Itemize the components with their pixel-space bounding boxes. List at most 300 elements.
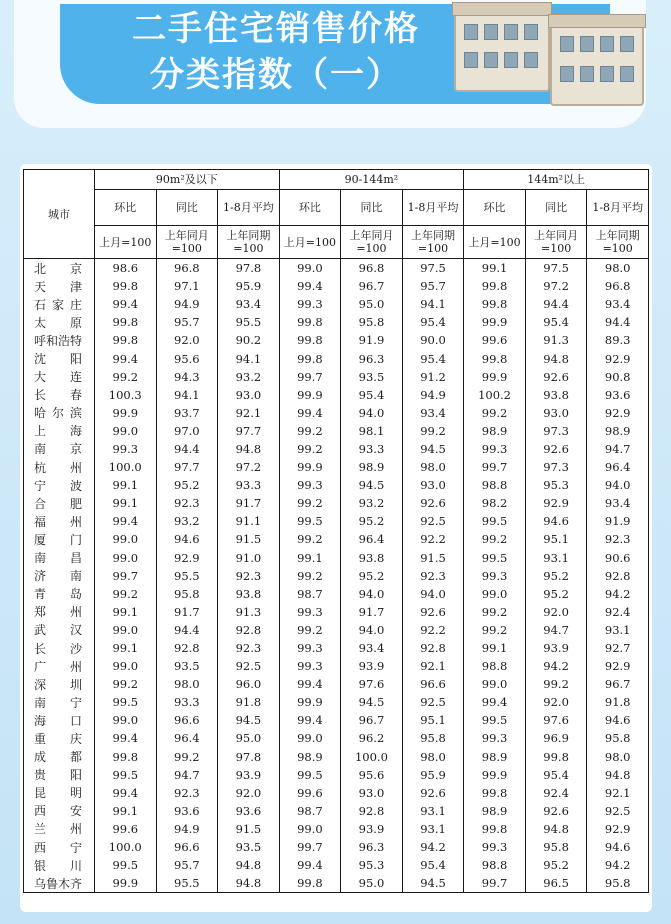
table-row	[24, 874, 649, 893]
table-row	[24, 802, 649, 820]
value-cell: 94.4	[156, 440, 218, 458]
value-cell: 98.0	[156, 675, 218, 693]
title-line-2: 分类指数（一）	[150, 55, 402, 95]
header-sub: 环比	[95, 190, 157, 226]
value-cell: 99.9	[279, 386, 341, 404]
table-row	[24, 440, 649, 458]
value-cell: 95.3	[341, 856, 403, 874]
value-cell: 99.9	[279, 693, 341, 711]
value-cell: 94.1	[156, 386, 218, 404]
value-cell: 99.2	[156, 748, 218, 766]
value-cell: 99.3	[279, 657, 341, 675]
value-cell: 93.8	[525, 386, 587, 404]
value-cell: 99.1	[464, 259, 526, 278]
building-illustration-2	[550, 22, 644, 106]
header-sub: 环比	[279, 190, 341, 226]
value-cell: 93.3	[218, 476, 280, 494]
value-cell: 98.0	[587, 259, 649, 278]
value-cell: 93.2	[218, 368, 280, 386]
value-cell: 90.8	[587, 368, 649, 386]
value-cell: 99.3	[464, 729, 526, 747]
table-row	[24, 838, 649, 856]
value-cell: 97.7	[156, 458, 218, 476]
value-cell: 99.8	[279, 313, 341, 331]
value-cell: 92.1	[402, 657, 464, 675]
value-cell: 94.2	[587, 856, 649, 874]
table-row	[24, 549, 649, 567]
value-cell: 91.2	[402, 368, 464, 386]
value-cell: 93.4	[341, 639, 403, 657]
value-cell: 93.1	[402, 802, 464, 820]
value-cell: 99.0	[279, 259, 341, 278]
value-cell: 93.2	[156, 512, 218, 530]
value-cell: 99.9	[464, 766, 526, 784]
city-cell: 长沙	[24, 639, 95, 657]
city-cell: 乌鲁木齐	[24, 874, 95, 893]
value-cell: 98.9	[341, 458, 403, 476]
value-cell: 99.9	[464, 368, 526, 386]
value-cell: 95.8	[402, 729, 464, 747]
value-cell: 95.6	[156, 349, 218, 367]
value-cell: 93.5	[156, 657, 218, 675]
value-cell: 98.8	[464, 856, 526, 874]
table-row	[24, 856, 649, 874]
value-cell: 99.4	[279, 856, 341, 874]
value-cell: 92.8	[218, 621, 280, 639]
value-cell: 99.2	[95, 585, 157, 603]
value-cell: 96.0	[218, 675, 280, 693]
value-cell: 92.8	[156, 639, 218, 657]
value-cell: 100.0	[95, 458, 157, 476]
title-line-1: 二手住宅销售价格	[132, 9, 420, 49]
value-cell: 94.5	[341, 476, 403, 494]
value-cell: 92.9	[587, 404, 649, 422]
value-cell: 92.4	[587, 603, 649, 621]
value-cell: 94.6	[587, 711, 649, 729]
value-cell: 94.2	[402, 838, 464, 856]
city-cell: 成都	[24, 748, 95, 766]
value-cell: 99.2	[279, 494, 341, 512]
value-cell: 96.2	[341, 729, 403, 747]
city-cell: 南京	[24, 440, 95, 458]
value-cell: 95.7	[156, 856, 218, 874]
value-cell: 99.8	[464, 295, 526, 313]
value-cell: 99.2	[464, 603, 526, 621]
value-cell: 100.2	[464, 386, 526, 404]
value-cell: 94.4	[525, 295, 587, 313]
value-cell: 93.3	[341, 440, 403, 458]
value-cell: 92.0	[525, 603, 587, 621]
value-cell: 93.6	[156, 802, 218, 820]
value-cell: 99.4	[279, 277, 341, 295]
value-cell: 95.4	[402, 313, 464, 331]
value-cell: 99.8	[279, 331, 341, 349]
value-cell: 95.2	[341, 567, 403, 585]
value-cell: 99.0	[95, 711, 157, 729]
city-cell: 南昌	[24, 549, 95, 567]
value-cell: 93.6	[218, 802, 280, 820]
value-cell: 93.0	[218, 386, 280, 404]
value-cell: 91.7	[341, 603, 403, 621]
value-cell: 94.5	[402, 440, 464, 458]
value-cell: 95.1	[402, 711, 464, 729]
value-cell: 92.6	[525, 368, 587, 386]
header-base: 上月=100	[279, 226, 341, 259]
value-cell: 99.9	[95, 874, 157, 893]
value-cell: 96.7	[341, 277, 403, 295]
city-cell: 重庆	[24, 729, 95, 747]
value-cell: 99.5	[279, 766, 341, 784]
value-cell: 93.9	[525, 639, 587, 657]
page-title	[106, 6, 446, 98]
city-cell: 济南	[24, 567, 95, 585]
value-cell: 92.2	[402, 530, 464, 548]
value-cell: 99.4	[464, 693, 526, 711]
value-cell: 93.1	[402, 820, 464, 838]
value-cell: 96.7	[341, 711, 403, 729]
value-cell: 99.7	[464, 874, 526, 893]
value-cell: 92.6	[525, 440, 587, 458]
value-cell: 97.3	[525, 458, 587, 476]
value-cell: 93.5	[218, 838, 280, 856]
value-cell: 99.2	[95, 368, 157, 386]
value-cell: 99.3	[464, 440, 526, 458]
value-cell: 91.0	[218, 549, 280, 567]
table-row	[24, 295, 649, 313]
value-cell: 97.8	[218, 259, 280, 278]
value-cell: 97.5	[402, 259, 464, 278]
city-cell: 昆明	[24, 784, 95, 802]
value-cell: 95.5	[156, 874, 218, 893]
value-cell: 94.5	[402, 874, 464, 893]
value-cell: 92.1	[218, 404, 280, 422]
value-cell: 99.7	[279, 368, 341, 386]
value-cell: 99.5	[95, 766, 157, 784]
value-cell: 94.2	[587, 585, 649, 603]
value-cell: 99.2	[402, 422, 464, 440]
value-cell: 94.8	[525, 349, 587, 367]
value-cell: 90.6	[587, 549, 649, 567]
value-cell: 99.8	[279, 349, 341, 367]
value-cell: 95.1	[525, 530, 587, 548]
value-cell: 94.7	[587, 440, 649, 458]
value-cell: 91.5	[218, 820, 280, 838]
value-cell: 99.8	[464, 784, 526, 802]
header-sub: 同比	[525, 190, 587, 226]
value-cell: 93.4	[587, 295, 649, 313]
value-cell: 98.0	[402, 458, 464, 476]
value-cell: 93.0	[402, 476, 464, 494]
value-cell: 95.8	[525, 838, 587, 856]
value-cell: 91.8	[587, 693, 649, 711]
table-row	[24, 476, 649, 494]
value-cell: 94.8	[587, 766, 649, 784]
table-row	[24, 585, 649, 603]
value-cell: 99.4	[279, 404, 341, 422]
value-cell: 93.9	[341, 820, 403, 838]
table-row	[24, 729, 649, 747]
value-cell: 91.8	[218, 693, 280, 711]
value-cell: 91.5	[218, 530, 280, 548]
value-cell: 98.6	[95, 259, 157, 278]
value-cell: 96.3	[341, 838, 403, 856]
city-cell: 杭州	[24, 458, 95, 476]
value-cell: 93.1	[587, 621, 649, 639]
value-cell: 96.9	[525, 729, 587, 747]
value-cell: 92.5	[402, 512, 464, 530]
table-row	[24, 820, 649, 838]
value-cell: 99.2	[464, 621, 526, 639]
value-cell: 98.8	[464, 476, 526, 494]
city-cell: 哈尔滨	[24, 404, 95, 422]
city-cell: 大连	[24, 368, 95, 386]
value-cell: 98.2	[464, 494, 526, 512]
value-cell: 98.1	[341, 422, 403, 440]
value-cell: 92.8	[341, 802, 403, 820]
value-cell: 99.5	[279, 512, 341, 530]
value-cell: 99.1	[95, 802, 157, 820]
value-cell: 99.1	[279, 549, 341, 567]
value-cell: 99.0	[95, 549, 157, 567]
value-cell: 91.9	[587, 512, 649, 530]
value-cell: 96.6	[402, 675, 464, 693]
value-cell: 93.6	[587, 386, 649, 404]
header-base: 上年同月=100	[156, 226, 218, 259]
value-cell: 93.2	[341, 494, 403, 512]
value-cell: 98.9	[279, 748, 341, 766]
value-cell: 99.5	[95, 856, 157, 874]
value-cell: 99.3	[464, 838, 526, 856]
value-cell: 95.7	[402, 277, 464, 295]
value-cell: 92.0	[525, 693, 587, 711]
city-cell: 太原	[24, 313, 95, 331]
value-cell: 94.1	[218, 349, 280, 367]
value-cell: 95.2	[525, 585, 587, 603]
value-cell: 95.9	[218, 277, 280, 295]
value-cell: 93.9	[341, 657, 403, 675]
value-cell: 97.0	[156, 422, 218, 440]
header-base: 上月=100	[464, 226, 526, 259]
header-sub: 1-8月平均	[402, 190, 464, 226]
value-cell: 95.8	[587, 874, 649, 893]
value-cell: 91.9	[341, 331, 403, 349]
value-cell: 95.4	[525, 313, 587, 331]
value-cell: 91.3	[218, 603, 280, 621]
value-cell: 95.2	[525, 567, 587, 585]
value-cell: 99.2	[279, 567, 341, 585]
value-cell: 91.7	[156, 603, 218, 621]
value-cell: 92.0	[218, 784, 280, 802]
header-sub: 同比	[341, 190, 403, 226]
value-cell: 95.2	[156, 476, 218, 494]
value-cell: 98.9	[464, 422, 526, 440]
value-cell: 94.7	[525, 621, 587, 639]
value-cell: 94.5	[341, 693, 403, 711]
value-cell: 99.6	[95, 820, 157, 838]
value-cell: 99.3	[464, 567, 526, 585]
value-cell: 99.4	[95, 784, 157, 802]
value-cell: 92.9	[587, 349, 649, 367]
city-cell: 广州	[24, 657, 95, 675]
table-row	[24, 404, 649, 422]
city-cell: 深圳	[24, 675, 95, 693]
table-row	[24, 621, 649, 639]
value-cell: 99.4	[95, 295, 157, 313]
value-cell: 92.6	[402, 784, 464, 802]
value-cell: 97.6	[525, 711, 587, 729]
header-sub: 环比	[464, 190, 526, 226]
value-cell: 93.4	[587, 494, 649, 512]
city-cell: 宁波	[24, 476, 95, 494]
value-cell: 94.0	[402, 585, 464, 603]
table-row	[24, 277, 649, 295]
value-cell: 95.7	[156, 313, 218, 331]
value-cell: 99.7	[95, 567, 157, 585]
table-row	[24, 259, 649, 278]
value-cell: 92.5	[218, 657, 280, 675]
value-cell: 99.8	[525, 748, 587, 766]
table-row	[24, 386, 649, 404]
value-cell: 92.2	[402, 621, 464, 639]
value-cell: 96.8	[587, 277, 649, 295]
value-cell: 94.3	[156, 368, 218, 386]
value-cell: 99.0	[95, 657, 157, 675]
city-cell: 呼和浩特	[24, 331, 95, 349]
value-cell: 94.8	[525, 820, 587, 838]
city-cell: 西宁	[24, 838, 95, 856]
value-cell: 99.8	[464, 349, 526, 367]
header-sub: 同比	[156, 190, 218, 226]
value-cell: 94.0	[341, 621, 403, 639]
value-cell: 99.1	[95, 603, 157, 621]
value-cell: 93.7	[156, 404, 218, 422]
value-cell: 95.5	[156, 567, 218, 585]
value-cell: 92.9	[587, 657, 649, 675]
value-cell: 92.6	[402, 603, 464, 621]
value-cell: 95.8	[341, 313, 403, 331]
value-cell: 99.8	[95, 277, 157, 295]
city-cell: 兰州	[24, 820, 95, 838]
value-cell: 99.1	[95, 639, 157, 657]
value-cell: 94.8	[218, 440, 280, 458]
value-cell: 98.7	[279, 802, 341, 820]
value-cell: 99.2	[525, 675, 587, 693]
value-cell: 95.4	[402, 349, 464, 367]
value-cell: 96.4	[341, 530, 403, 548]
value-cell: 93.0	[525, 404, 587, 422]
value-cell: 96.5	[525, 874, 587, 893]
value-cell: 92.9	[156, 549, 218, 567]
value-cell: 96.4	[587, 458, 649, 476]
header-sub: 1-8月平均	[218, 190, 280, 226]
value-cell: 92.3	[587, 530, 649, 548]
value-cell: 99.8	[95, 331, 157, 349]
value-cell: 92.3	[218, 567, 280, 585]
value-cell: 97.1	[156, 277, 218, 295]
table-row	[24, 784, 649, 802]
value-cell: 99.0	[279, 729, 341, 747]
value-cell: 92.6	[525, 802, 587, 820]
value-cell: 99.2	[279, 422, 341, 440]
header-base: 上年同期=100	[218, 226, 280, 259]
value-cell: 93.8	[218, 585, 280, 603]
header-group-large: 144m²以上	[464, 170, 649, 190]
value-cell: 99.2	[464, 404, 526, 422]
value-cell: 94.0	[587, 476, 649, 494]
value-cell: 100.0	[95, 838, 157, 856]
value-cell: 99.8	[464, 820, 526, 838]
value-cell: 98.0	[402, 748, 464, 766]
table-row	[24, 458, 649, 476]
value-cell: 95.0	[218, 729, 280, 747]
value-cell: 99.7	[279, 838, 341, 856]
header-group-small: 90m²及以下	[95, 170, 280, 190]
value-cell: 99.6	[279, 784, 341, 802]
table-row	[24, 675, 649, 693]
value-cell: 92.5	[402, 693, 464, 711]
value-cell: 98.9	[464, 748, 526, 766]
value-cell: 92.9	[587, 820, 649, 838]
city-cell: 沈阳	[24, 349, 95, 367]
value-cell: 92.5	[587, 802, 649, 820]
table-sheet	[20, 164, 652, 912]
building-illustration-1	[454, 10, 550, 92]
value-cell: 95.2	[525, 856, 587, 874]
value-cell: 99.4	[279, 675, 341, 693]
value-cell: 99.4	[95, 729, 157, 747]
value-cell: 99.6	[464, 331, 526, 349]
city-cell: 福州	[24, 512, 95, 530]
value-cell: 94.0	[341, 404, 403, 422]
value-cell: 92.4	[525, 784, 587, 802]
table-row	[24, 331, 649, 349]
city-cell: 海口	[24, 711, 95, 729]
header-base: 上年同月=100	[525, 226, 587, 259]
table-row	[24, 349, 649, 367]
value-cell: 99.2	[464, 530, 526, 548]
city-cell: 郑州	[24, 603, 95, 621]
value-cell: 95.0	[341, 295, 403, 313]
value-cell: 94.6	[156, 530, 218, 548]
value-cell: 95.8	[156, 585, 218, 603]
city-cell: 上海	[24, 422, 95, 440]
value-cell: 94.0	[341, 585, 403, 603]
value-cell: 99.8	[279, 874, 341, 893]
value-cell: 99.3	[279, 476, 341, 494]
value-cell: 94.8	[218, 856, 280, 874]
value-cell: 94.9	[156, 820, 218, 838]
value-cell: 94.6	[525, 512, 587, 530]
value-cell: 91.3	[525, 331, 587, 349]
value-cell: 92.9	[525, 494, 587, 512]
header-base: 上年同期=100	[587, 226, 649, 259]
value-cell: 99.4	[95, 512, 157, 530]
value-cell: 92.0	[156, 331, 218, 349]
value-cell: 97.7	[218, 422, 280, 440]
city-cell: 贵阳	[24, 766, 95, 784]
value-cell: 96.3	[341, 349, 403, 367]
value-cell: 99.2	[95, 675, 157, 693]
value-cell: 99.9	[464, 313, 526, 331]
value-cell: 95.4	[341, 386, 403, 404]
value-cell: 99.8	[464, 277, 526, 295]
value-cell: 95.0	[341, 874, 403, 893]
value-cell: 92.8	[402, 639, 464, 657]
city-cell: 天津	[24, 277, 95, 295]
value-cell: 99.5	[464, 549, 526, 567]
value-cell: 92.6	[402, 494, 464, 512]
value-cell: 93.0	[341, 784, 403, 802]
